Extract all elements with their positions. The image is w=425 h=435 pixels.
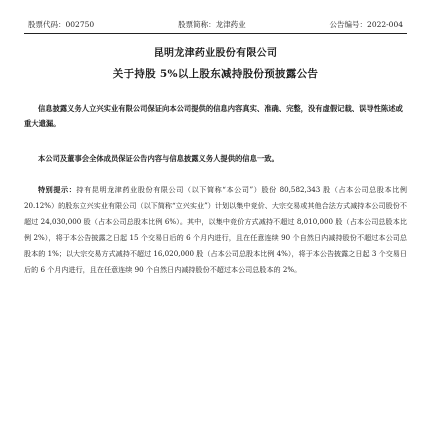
stock-short-name: 股票简称：龙津药业 — [178, 20, 246, 29]
announcement-number: 公告编号：2022-004 — [329, 20, 403, 29]
announcement-header — [24, 8, 407, 34]
disclosure-statement: 信息披露义务人立兴实业有限公司保证向本公司提供的信息内容真实、准确、完整，没有虚假记载、误导性陈述或重大遗漏。 — [24, 104, 403, 128]
special-notice — [24, 182, 407, 278]
special-notice-body: 持有昆明龙津药业股份有限公司（以下简称“本公司”）股份 80,582,343 股（占本公司总股本比例 20.12%）的股东立兴实业有限公司（以下简称“立兴实业”）计划以集中竞价、大宗交易或其他合法方式减持本公司股份不超过 24,030,000 股（占本公司总股本比例 6%）。其中，以集中竞价方式减持不超过 8,010,000 股（占本公司总股本比例 2%），将于本公告披露之日起 15 个交易日后的 6 个月内进行，且在任意连续 90 个自然日内减持股份不超过本公司总股本的 1%；以大宗交易方式减持不超过 16,020,000 股（占本公司总股本比例 4%），将于本公告披露之日起 3 个交易日后的 6 个月内进行，且在任意连续 90 个自然日内减持股份不超过本公司总股本的 2%。 — [24, 185, 407, 274]
announcement-title: 关于持股 5%以上股东减持股份预披露公告 — [112, 68, 319, 80]
board-statement: 本公司及董事会全体成员保证公告内容与信息披露义务人提供的信息一致。 — [38, 154, 279, 163]
special-notice-lead: 特别提示： — [38, 185, 77, 194]
title-block — [24, 44, 407, 81]
stock-code: 股票代码：002750 — [28, 20, 95, 29]
document-page — [0, 8, 425, 435]
company-name: 昆明龙津药业股份有限公司 — [153, 48, 278, 59]
